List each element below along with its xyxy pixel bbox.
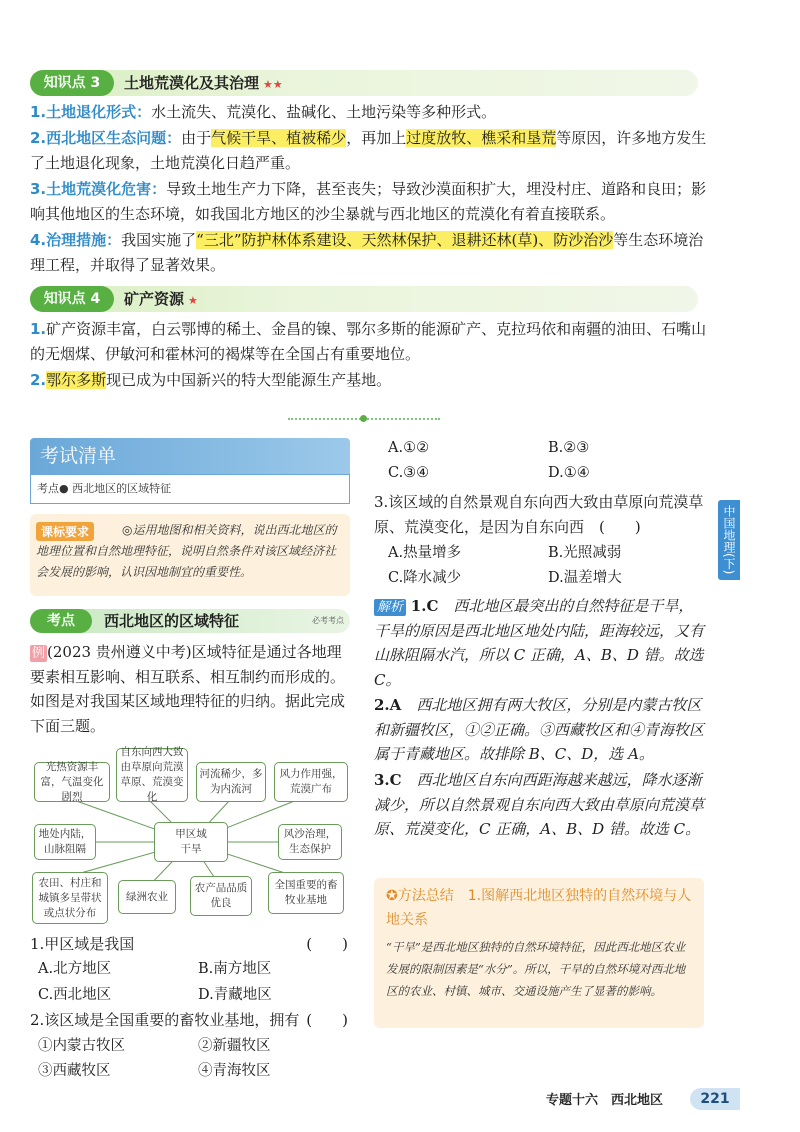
exam-header: 考试清单 <box>30 438 350 474</box>
lightbulb-icon: ✪ <box>386 888 398 904</box>
region-diagram <box>30 748 352 926</box>
kaodian-tag: 考点 <box>30 609 92 633</box>
question-3: 3.该区域的自然景观自东向西大致由草原向荒漠草原、荒漠变化，是因为自东向西 ( ) <box>374 493 704 536</box>
kp3-title: 土地荒漠化及其治理 ★★ <box>124 74 283 92</box>
kp3-item-2: 2.西北地区生态问题：由于气候干旱、植被稀少，再加上过度放牧、樵采和垦荒等原因，许多地方发生了土地退化现象，土地荒漠化日趋严重。 <box>30 129 707 172</box>
req-tag: 课标要求 <box>36 522 94 541</box>
kp3-item-1: 1.土地退化形式：水土流失、荒漠化、盐碱化、土地污染等多种形式。 <box>30 103 497 121</box>
kaodian-bar <box>30 609 350 633</box>
diagram-center-box: 甲区域 干旱 <box>154 822 228 862</box>
q1-option-c: C.西北地区 <box>38 987 112 1003</box>
q2-option-c: C.③④ <box>388 465 430 481</box>
diagram-box-governance: 风沙治理，生态保护 <box>278 824 342 860</box>
star-icon: ★ <box>188 294 198 307</box>
diagram-box-location: 地处内陆，山脉阻隔 <box>34 824 96 860</box>
q2-item-3: ③西藏牧区 <box>38 1063 111 1079</box>
diagram-box-settlement: 农田、村庄和城镇多呈带状或点状分布 <box>32 872 108 924</box>
kp4-item-2: 2.鄂尔多斯现已成为中国新兴的特大型能源生产基地。 <box>30 371 392 389</box>
diagram-box-pasture: 全国重要的畜牧业基地 <box>268 872 344 914</box>
question-2: 2.该区域是全国重要的畜牧业基地，拥有 ( ) <box>30 1011 348 1029</box>
q1-option-d: D.青藏地区 <box>198 987 272 1003</box>
method-text: “干旱”是西北地区独特的自然环境特征，因此西北地区农业发展的限制因素是“水分”。所以，干旱的自然环境对西北地区的农业、村镇、城市、交通设施产生了显著的影响。 <box>386 940 686 998</box>
curriculum-requirement <box>30 514 350 596</box>
q2-option-b: B.②③ <box>548 440 590 456</box>
side-tab: 中国地理(下) <box>718 500 740 580</box>
q3-option-c: C.降水减少 <box>388 570 462 586</box>
kaodian-note: 必考考点 <box>312 616 344 625</box>
example-tag: 例 <box>32 646 46 661</box>
question-1: 1.甲区域是我国 ( ) <box>30 935 348 953</box>
diagram-box-landscape: 自东向西大致由草原向荒漠草原、荒漠变化 <box>116 748 188 802</box>
star-icon: ★★ <box>263 78 283 91</box>
kp4-tag: 知识点 4 <box>30 286 114 312</box>
q3-option-b: B.光照减弱 <box>548 545 622 561</box>
exam-subheader: 考点● 西北地区的区域特征 <box>30 474 350 504</box>
diagram-box-oasis: 绿洲农业 <box>118 880 176 914</box>
kp3-item-3: 3.土地荒漠化危害：导致土地生产力下降，甚至丧失；导致沙漠面积扩大，埋没村庄、道路和良田；影响其他地区的生态环境，如我国北方地区的沙尘暴就与西北地区的荒漠化有着直接联系。 <box>30 180 707 223</box>
req-text: ◎运用地图和相关资料，说出西北地区的地理位置和自然地理特征，说明自然条件对该区域经济社会发展的影响，认识因地制宜的重要性。 <box>36 523 337 579</box>
analysis-2: 2.A 西北地区拥有两大牧区，分别是内蒙古牧区和新疆牧区，①②正确。③西藏牧区和④青海牧区属于青藏地区。故排除 B、C、D，选 A。 <box>374 696 705 763</box>
q1-option-a: A.北方地区 <box>38 961 112 977</box>
analysis-3: 3.C 西北地区自东向西距海越来越远，降水逐渐减少，所以自然景观自东向西大致由草原向荒漠草原、荒漠变化，C 正确，A、B、D 错。故选 C。 <box>374 771 705 838</box>
q2-option-d: D.①④ <box>548 465 590 481</box>
diagram-box-rivers: 河流稀少，多为内流河 <box>196 762 266 802</box>
analysis-1: 解析 1.C 西北地区最突出的自然特征是干旱，干旱的原因是西北地区地处内陆，距海较远，又有山脉阻隔水汽，所以 C 正确，A、B、D 错。故选 C。 <box>374 597 705 689</box>
kaodian-title: 西北地区的区域特征 <box>104 612 240 630</box>
diagram-box-products: 农产品品质优良 <box>190 876 252 916</box>
kp3-tag: 知识点 3 <box>30 70 114 96</box>
q1-option-b: B.南方地区 <box>198 961 272 977</box>
q3-option-a: A.热量增多 <box>388 545 462 561</box>
method-title: ✪方法总结 1.图解西北地区独特的自然环境与人地关系 <box>386 888 692 928</box>
kp4-item-1: 1.矿产资源丰富，白云鄂博的稀土、金昌的镍、鄂尔多斯的能源矿产、克拉玛依和南疆的油田、石嘴山的无烟煤、伊敏河和霍林河的褐煤等在全国占有重要地位。 <box>30 320 707 363</box>
method-summary-box <box>374 878 704 1028</box>
q2-item-1: ①内蒙古牧区 <box>38 1038 125 1054</box>
kp3-item-4: 4.治理措施：我国实施了“三北”防护林体系建设、天然林保护、退耕还林(草)、防沙治沙等生态环境治理工程，并取得了显著效果。 <box>30 231 704 274</box>
kp3-bar <box>30 70 698 96</box>
diagram-box-wind: 风力作用强，荒漠广布 <box>274 762 348 802</box>
example-text: 例 (2023 贵州遵义中考)区域特征是通过各地理要素相互影响、相互联系、相互制约而形成的。如图是对我国某区域地理特征的归纳。据此完成下面三题。 <box>30 643 346 735</box>
footer-chapter: 专题十六 西北地区 <box>546 1093 664 1108</box>
kp4-title: 矿产资源 ★ <box>124 290 198 308</box>
page-number: 221 <box>690 1088 740 1110</box>
kp4-bar <box>30 286 698 312</box>
divider-dot-icon <box>360 415 367 422</box>
q3-option-d: D.温差增大 <box>548 570 622 586</box>
q2-item-2: ②新疆牧区 <box>198 1038 271 1054</box>
q2-option-a: A.①② <box>388 440 430 456</box>
analysis-tag: 解析 <box>374 599 406 616</box>
diagram-box-climate: 光热资源丰富，气温变化剧烈 <box>34 762 110 802</box>
q2-item-4: ④青海牧区 <box>198 1063 271 1079</box>
